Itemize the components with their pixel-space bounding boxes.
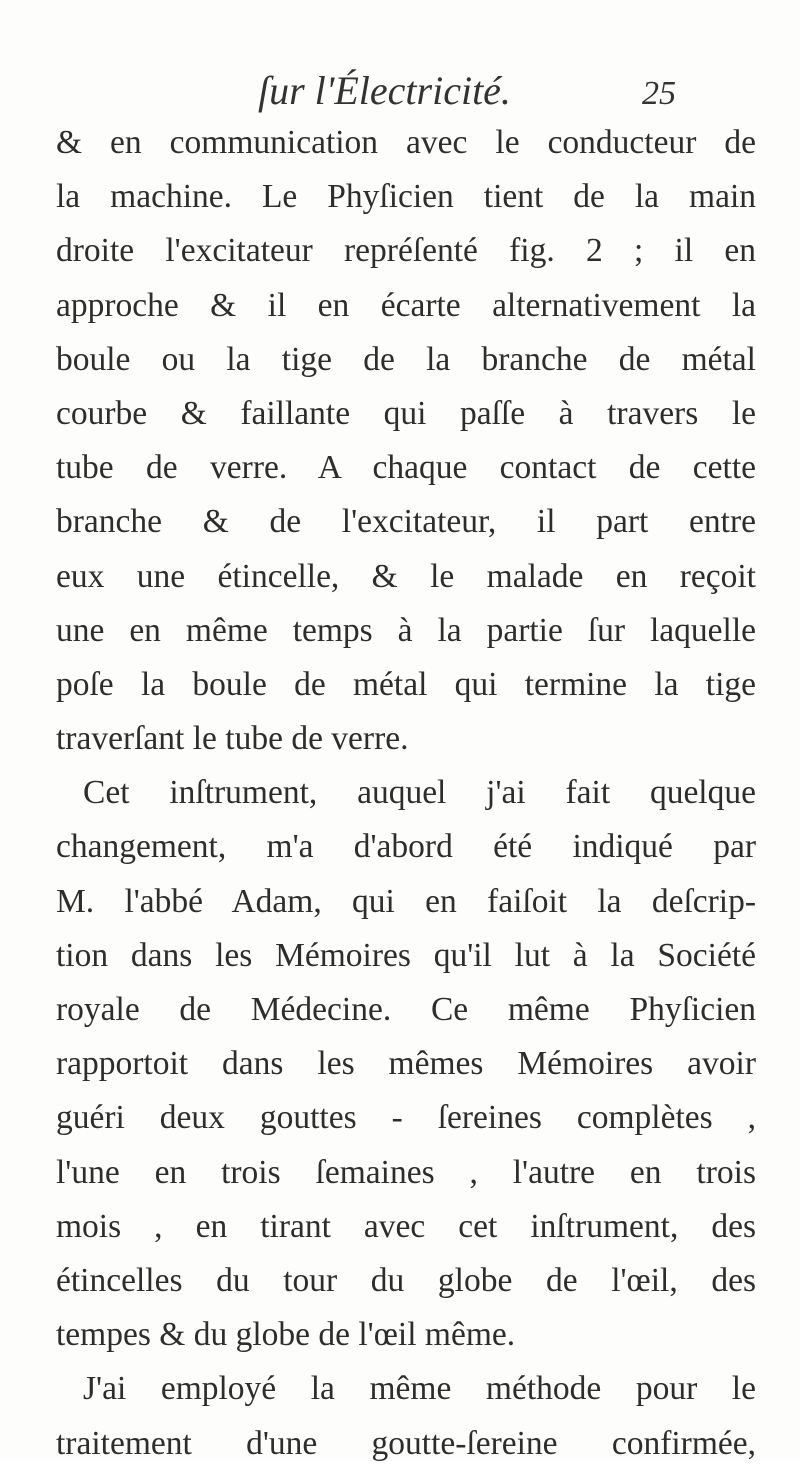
text-line: mois , en tirant avec cet inſtrument, des: [56, 1207, 756, 1245]
text-line: M. l'abbé Adam, qui en faiſoit la deſcrip-: [56, 882, 756, 920]
text-line: traitement d'une goutte-ſereine confirmée,: [56, 1424, 756, 1462]
text-line: courbe & faillante qui paſſe à travers le: [56, 394, 756, 432]
text-line: l'une en trois ſemaines , l'autre en trois: [56, 1153, 756, 1191]
text-line: royale de Médecine. Ce même Phyſicien: [56, 991, 756, 1028]
text-line: approche & il en écarte alternativement la: [56, 286, 756, 324]
text-line: la machine. Le Phyſicien tient de la main: [56, 178, 756, 216]
text-line: guéri deux gouttes - ſereines complètes ,: [56, 1099, 756, 1137]
running-head: [0, 66, 800, 116]
text-line: branche & de l'excitateur, il part entre: [56, 503, 756, 541]
text-line: tempes & du globe de l'œil même.: [56, 1316, 516, 1354]
running-head-title: ſur l'Électricité.: [258, 68, 511, 113]
text-line: boule ou la tige de la branche de métal: [56, 340, 756, 378]
text-line: poſe la boule de métal qui termine la tige: [56, 665, 756, 703]
text-line: Cet inſtrument, auquel j'ai fait quelque: [83, 774, 756, 812]
text-line: traverſant le tube de verre.: [56, 720, 409, 758]
text-line: eux une étincelle, & le malade en reçoit: [56, 557, 756, 595]
text-line: tion dans les Mémoires qu'il lut à la Société: [56, 936, 756, 974]
body-text: [56, 116, 756, 1471]
text-line: changement, m'a d'abord été indiqué par: [56, 828, 756, 866]
text-line: & en communication avec le conducteur de: [56, 124, 756, 161]
text-line: droite l'excitateur repréſenté fig. 2 ; il en: [56, 232, 756, 270]
text-line: rapportoit dans les mêmes Mémoires avoir: [56, 1045, 756, 1083]
text-line: J'ai employé la même méthode pour le: [83, 1370, 756, 1408]
text-line: une en même temps à la partie ſur laquelle: [56, 611, 756, 649]
page-number: 25: [642, 75, 676, 112]
text-line: étincelles du tour du globe de l'œil, des: [56, 1261, 756, 1299]
text-line: tube de verre. A chaque contact de cette: [56, 449, 756, 487]
